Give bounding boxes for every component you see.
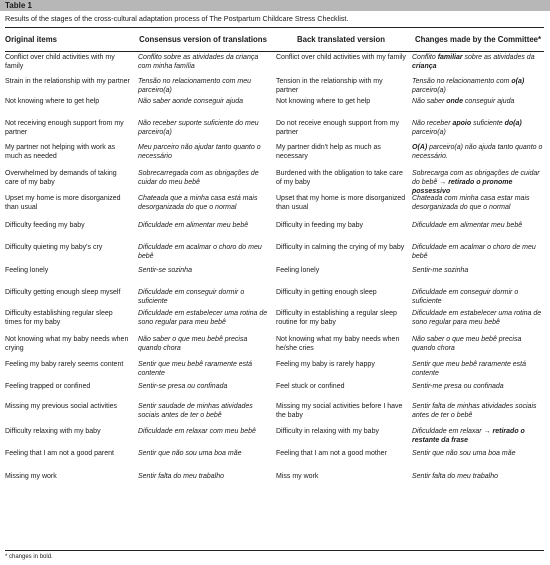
original-cell: Strain in the relationship with my partner <box>5 78 130 85</box>
column-header-original: Original items <box>5 35 57 44</box>
original-cell: Difficulty establishing regular sleep times for my baby <box>5 310 113 326</box>
unchanged-text: Sentir que meu bebê raramente está contente <box>412 361 527 377</box>
consensus-cell: Sobrecarregada com as obrigações de cuidar do meu bebê <box>138 170 259 186</box>
changes-cell <box>412 403 546 421</box>
original-cell: Feeling my baby rarely seems content <box>5 361 124 368</box>
original-cell: Upset my home is more disorganized than usual <box>5 195 121 211</box>
changed-text: → retirado o restante da frase <box>412 428 525 444</box>
consensus-cell: Sentir falta do meu trabalho <box>138 473 224 480</box>
consensus-cell: Dificuldade em alimentar meu bebê <box>138 222 249 229</box>
consensus-cell: Sentir-se presa ou confinada <box>138 383 228 390</box>
changes-cell <box>412 473 546 482</box>
unchanged-text: Não receber <box>412 120 453 127</box>
changes-cell <box>412 289 546 307</box>
back-cell: Difficulty in establishing a regular sleep routine for my baby <box>276 310 397 326</box>
changes-cell <box>412 244 546 262</box>
consensus-cell: Meu parceiro não ajudar tanto quanto o necessário <box>138 144 261 160</box>
consensus-cell: Chateada que a minha casa está mais desorganizada do que o normal <box>138 195 258 211</box>
consensus-cell: Dificuldade em relaxar com meu bebê <box>138 428 256 435</box>
changes-cell <box>412 336 546 354</box>
consensus-cell: Dificuldade em estabelecer uma rotina de sono regular para meu bebê <box>138 310 268 326</box>
back-cell: Upset that my home is more disorganized than usual <box>276 195 406 211</box>
back-cell: Do not receive enough support from my partner <box>276 120 399 136</box>
back-cell: Feeling lonely <box>276 267 320 274</box>
original-cell: Feeling that I am not a good parent <box>5 450 114 457</box>
table-bottom-rule <box>5 550 544 551</box>
unchanged-text: Sentir falta de minhas atividades sociais antes de ter o bebê <box>412 403 537 419</box>
unchanged-text: Dificuldade em conseguir dormir o suficiente <box>412 289 519 305</box>
table-body <box>0 52 550 549</box>
changed-text: → retirado o pronome possessivo <box>412 178 513 195</box>
changed-text: apoio <box>452 120 472 127</box>
consensus-cell: Dificuldade em acalmar o choro do meu bebê <box>138 244 262 260</box>
changes-cell <box>412 144 546 162</box>
original-cell: Missing my work <box>5 473 57 480</box>
consensus-cell: Sentir saudade de minhas atividades sociais antes de ter o bebê <box>138 403 253 419</box>
consensus-cell: Dificuldade em conseguir dormir o suficiente <box>138 289 245 305</box>
back-cell: Conflict over child activities with my family <box>276 54 406 61</box>
changes-cell <box>412 267 546 276</box>
column-header-back-translated: Back translated version <box>297 35 385 44</box>
unchanged-text: suficiente <box>471 120 505 127</box>
back-cell: Not knowing what my baby needs when he/she cries <box>276 336 400 352</box>
consensus-cell: Sentir que meu bebê raramente está contente <box>138 361 253 377</box>
original-cell: Difficulty relaxing with my baby <box>5 428 101 435</box>
back-cell: Feeling my baby is rarely happy <box>276 361 375 368</box>
changes-cell <box>412 98 546 107</box>
changed-text: familiar <box>437 54 463 61</box>
unchanged-text: Não saber o que meu bebê precisa quando chora <box>412 336 522 352</box>
back-cell: Tension in the relationship with my partner <box>276 78 383 94</box>
consensus-cell: Conflito sobre as atividades da criança com minha família <box>138 54 259 70</box>
changes-cell <box>412 54 546 72</box>
unchanged-text: Sentir que não sou uma boa mãe <box>412 450 516 457</box>
unchanged-text: Conflito <box>412 54 438 61</box>
back-cell: Not knowing where to get help <box>276 98 371 105</box>
unchanged-text: parceiro(a) não ajuda tanto quanto o necessário. <box>412 144 543 160</box>
back-cell: Difficulty in feeding my baby <box>276 222 364 229</box>
changed-text: O(A) <box>412 144 428 151</box>
changes-cell <box>412 310 546 328</box>
unchanged-text: Dificuldade em relaxar <box>412 428 484 435</box>
column-header-changes: Changes made by the Committee* <box>414 35 542 44</box>
changes-cell <box>412 450 546 459</box>
unchanged-text: conseguir ajuda <box>462 98 515 105</box>
consensus-cell: Sentir-se sozinha <box>138 267 192 274</box>
back-cell: Difficulty in calming the crying of my baby <box>276 244 405 251</box>
unchanged-text: Sentir falta do meu trabalho <box>412 473 498 480</box>
unchanged-text: Não saber <box>412 98 447 105</box>
consensus-cell: Não saber o que meu bebê precisa quando chora <box>138 336 248 352</box>
original-cell: Overwhelmed by demands of taking care of my baby <box>5 170 117 186</box>
consensus-cell: Sentir que não sou uma boa mãe <box>138 450 242 457</box>
back-cell: Miss my work <box>276 473 319 480</box>
original-cell: Feeling trapped or confined <box>5 383 91 390</box>
back-cell: Feeling that I am not a good mother <box>276 450 387 457</box>
back-cell: Missing my social activities before I have the baby <box>276 403 403 419</box>
back-cell: Difficulty in getting enough sleep <box>276 289 377 296</box>
column-header-consensus: Consensus version of translations <box>139 35 267 44</box>
unchanged-text: Chateada com minha casa estar mais desorganizada do que o normal <box>412 195 530 211</box>
changes-cell <box>412 78 546 96</box>
changed-text: onde <box>446 98 463 105</box>
table-caption: Results of the stages of the cross-cultural adaptation process of The Postpartum Childcare Stress Checklist. <box>5 14 349 23</box>
consensus-cell: Não saber aonde conseguir ajuda <box>138 98 244 105</box>
changes-cell <box>412 195 546 213</box>
back-cell: Feel stuck or confined <box>276 383 345 390</box>
unchanged-text: Sentir-me presa ou confinada <box>412 383 504 390</box>
table-label: Table 1 <box>0 0 550 11</box>
unchanged-text: Dificuldade em estabelecer uma rotina de sono regular para meu bebê <box>412 310 542 326</box>
unchanged-text: parceiro(a) <box>412 86 446 94</box>
unchanged-text: Dificuldade em alimentar meu bebê <box>412 222 523 229</box>
changed-text: o(a) <box>511 78 525 85</box>
changes-cell <box>412 428 546 446</box>
changed-text: criança <box>412 62 437 70</box>
original-cell: Not knowing where to get help <box>5 98 100 105</box>
consensus-cell: Não receber suporte suficiente do meu parceiro(a) <box>138 120 259 136</box>
changes-cell <box>412 383 546 392</box>
original-cell: My partner not helping with work as much as needed <box>5 144 116 160</box>
changed-text: do(a) <box>504 120 522 127</box>
consensus-cell: Tensão no relacionamento com meu parceiro(a) <box>138 78 251 94</box>
original-cell: Difficulty quieting my baby's cry <box>5 244 103 251</box>
original-cell: Conflict over child activities with my family <box>5 54 115 70</box>
unchanged-text: Sobrecarga com as obrigações de cuidar do bebê <box>412 170 540 186</box>
changes-cell <box>412 170 546 196</box>
original-cell: Missing my previous social activities <box>5 403 118 410</box>
back-cell: Burdened with the obligation to take care of my baby <box>276 170 403 186</box>
changes-cell <box>412 120 546 138</box>
changes-cell <box>412 361 546 379</box>
original-cell: Feeling lonely <box>5 267 49 274</box>
back-cell: My partner didn't help as much as necessary <box>276 144 381 160</box>
original-cell: Not receiving enough support from my partner <box>5 120 124 136</box>
unchanged-text: Tensão no relacionamento com <box>412 78 512 85</box>
original-cell: Difficulty feeding my baby <box>5 222 85 229</box>
unchanged-text: Sentir-me sozinha <box>412 267 469 274</box>
unchanged-text: parceiro(a) <box>412 128 446 136</box>
changes-cell <box>412 222 546 231</box>
back-cell: Difficulty in relaxing with my baby <box>276 428 379 435</box>
original-cell: Difficulty getting enough sleep myself <box>5 289 121 296</box>
unchanged-text: Dificuldade em acalmar o choro de meu bebê <box>412 244 536 260</box>
unchanged-text: sobre as atividades da <box>462 54 535 61</box>
table-footnote: * changes in bold. <box>5 554 53 560</box>
original-cell: Not knowing what my baby needs when crying <box>5 336 129 352</box>
